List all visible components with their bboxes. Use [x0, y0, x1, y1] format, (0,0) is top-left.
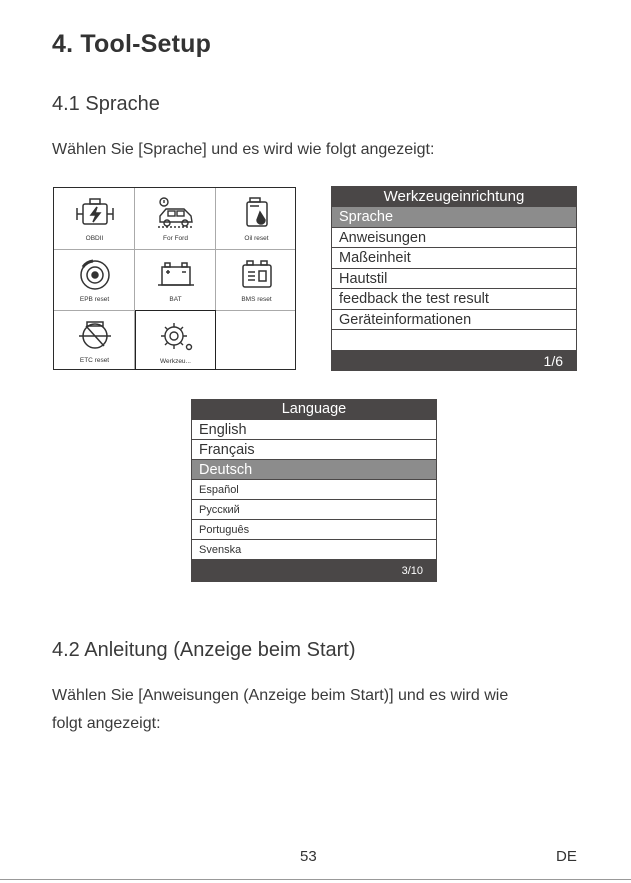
- setup-menu-title: Werkzeugeinrichtung: [331, 186, 577, 207]
- tile-bms-reset[interactable]: [216, 249, 297, 310]
- battery-icon: [135, 257, 216, 291]
- setup-menu-item-feedback[interactable]: feedback the test result: [331, 289, 577, 310]
- language-item-portugues[interactable]: Português: [191, 520, 437, 540]
- tile-epb-reset[interactable]: [54, 249, 135, 310]
- tile-bat[interactable]: [135, 249, 216, 310]
- setup-menu-item-geraeteinfo[interactable]: Geräteinformationen: [331, 310, 577, 331]
- tile-label: For Ford: [163, 235, 188, 242]
- tile-etc-reset[interactable]: [54, 310, 135, 371]
- tile-label: ETC reset: [79, 357, 110, 364]
- bms-icon: [216, 257, 297, 291]
- brake-disc-icon: [54, 257, 135, 291]
- setup-menu-item-masseinheit[interactable]: Maßeinheit: [331, 248, 577, 269]
- section-title-sprache: 4.1 Sprache: [52, 93, 160, 115]
- tool-icon-grid: [53, 187, 296, 370]
- setup-menu-item-hautstil[interactable]: Hautstil: [331, 269, 577, 290]
- tile-oil-reset[interactable]: [216, 188, 297, 249]
- setup-menu-screen: [331, 186, 577, 371]
- page-number: 53: [300, 848, 317, 865]
- language-menu-screen: [191, 399, 437, 582]
- tile-label: EPB reset: [79, 296, 110, 303]
- language-item-deutsch[interactable]: Deutsch: [191, 460, 437, 480]
- language-menu-title: Language: [191, 399, 437, 420]
- tile-label: BMS reset: [241, 296, 272, 303]
- language-item-francais[interactable]: Français: [191, 440, 437, 460]
- language-item-espanol[interactable]: Español: [191, 480, 437, 500]
- car-icon: [135, 196, 216, 230]
- section-text-anleitung-line1: Wählen Sie [Anweisungen (Anzeige beim Start)] und es wird wie: [52, 687, 509, 704]
- tile-label: Oil reset: [244, 235, 269, 242]
- language-item-english[interactable]: English: [191, 420, 437, 440]
- language-item-russian[interactable]: Русский: [191, 500, 437, 520]
- tile-for-ford[interactable]: [135, 188, 216, 249]
- engine-icon: [54, 196, 135, 230]
- tile-label: OBDII: [85, 235, 104, 242]
- gear-icon: [136, 319, 215, 353]
- setup-menu-item-anweisungen[interactable]: Anweisungen: [331, 228, 577, 249]
- tile-label: Werkzeu...: [160, 358, 191, 365]
- section-text-sprache: Wählen Sie [Sprache] und es wird wie folgt angezeigt:: [52, 141, 435, 158]
- tile-werkzeug[interactable]: [135, 310, 216, 370]
- page-heading: 4. Tool-Setup: [52, 30, 212, 58]
- language-code: DE: [556, 848, 577, 865]
- setup-menu-item-empty: [331, 330, 577, 351]
- throttle-icon: [54, 318, 135, 352]
- page-bottom-divider: [0, 879, 631, 880]
- language-item-svenska[interactable]: Svenska: [191, 540, 437, 560]
- tile-label: BAT: [169, 296, 182, 303]
- language-menu-page-indicator: 3/10: [191, 560, 437, 582]
- section-text-anleitung-line2: folgt angezeigt:: [52, 715, 161, 732]
- tile-obdii[interactable]: [54, 188, 135, 249]
- setup-menu-page-indicator: 1/6: [331, 351, 577, 371]
- setup-menu-item-sprache[interactable]: Sprache: [331, 207, 577, 228]
- oil-can-icon: [216, 196, 297, 230]
- section-title-anleitung: 4.2 Anleitung (Anzeige beim Start): [52, 639, 356, 661]
